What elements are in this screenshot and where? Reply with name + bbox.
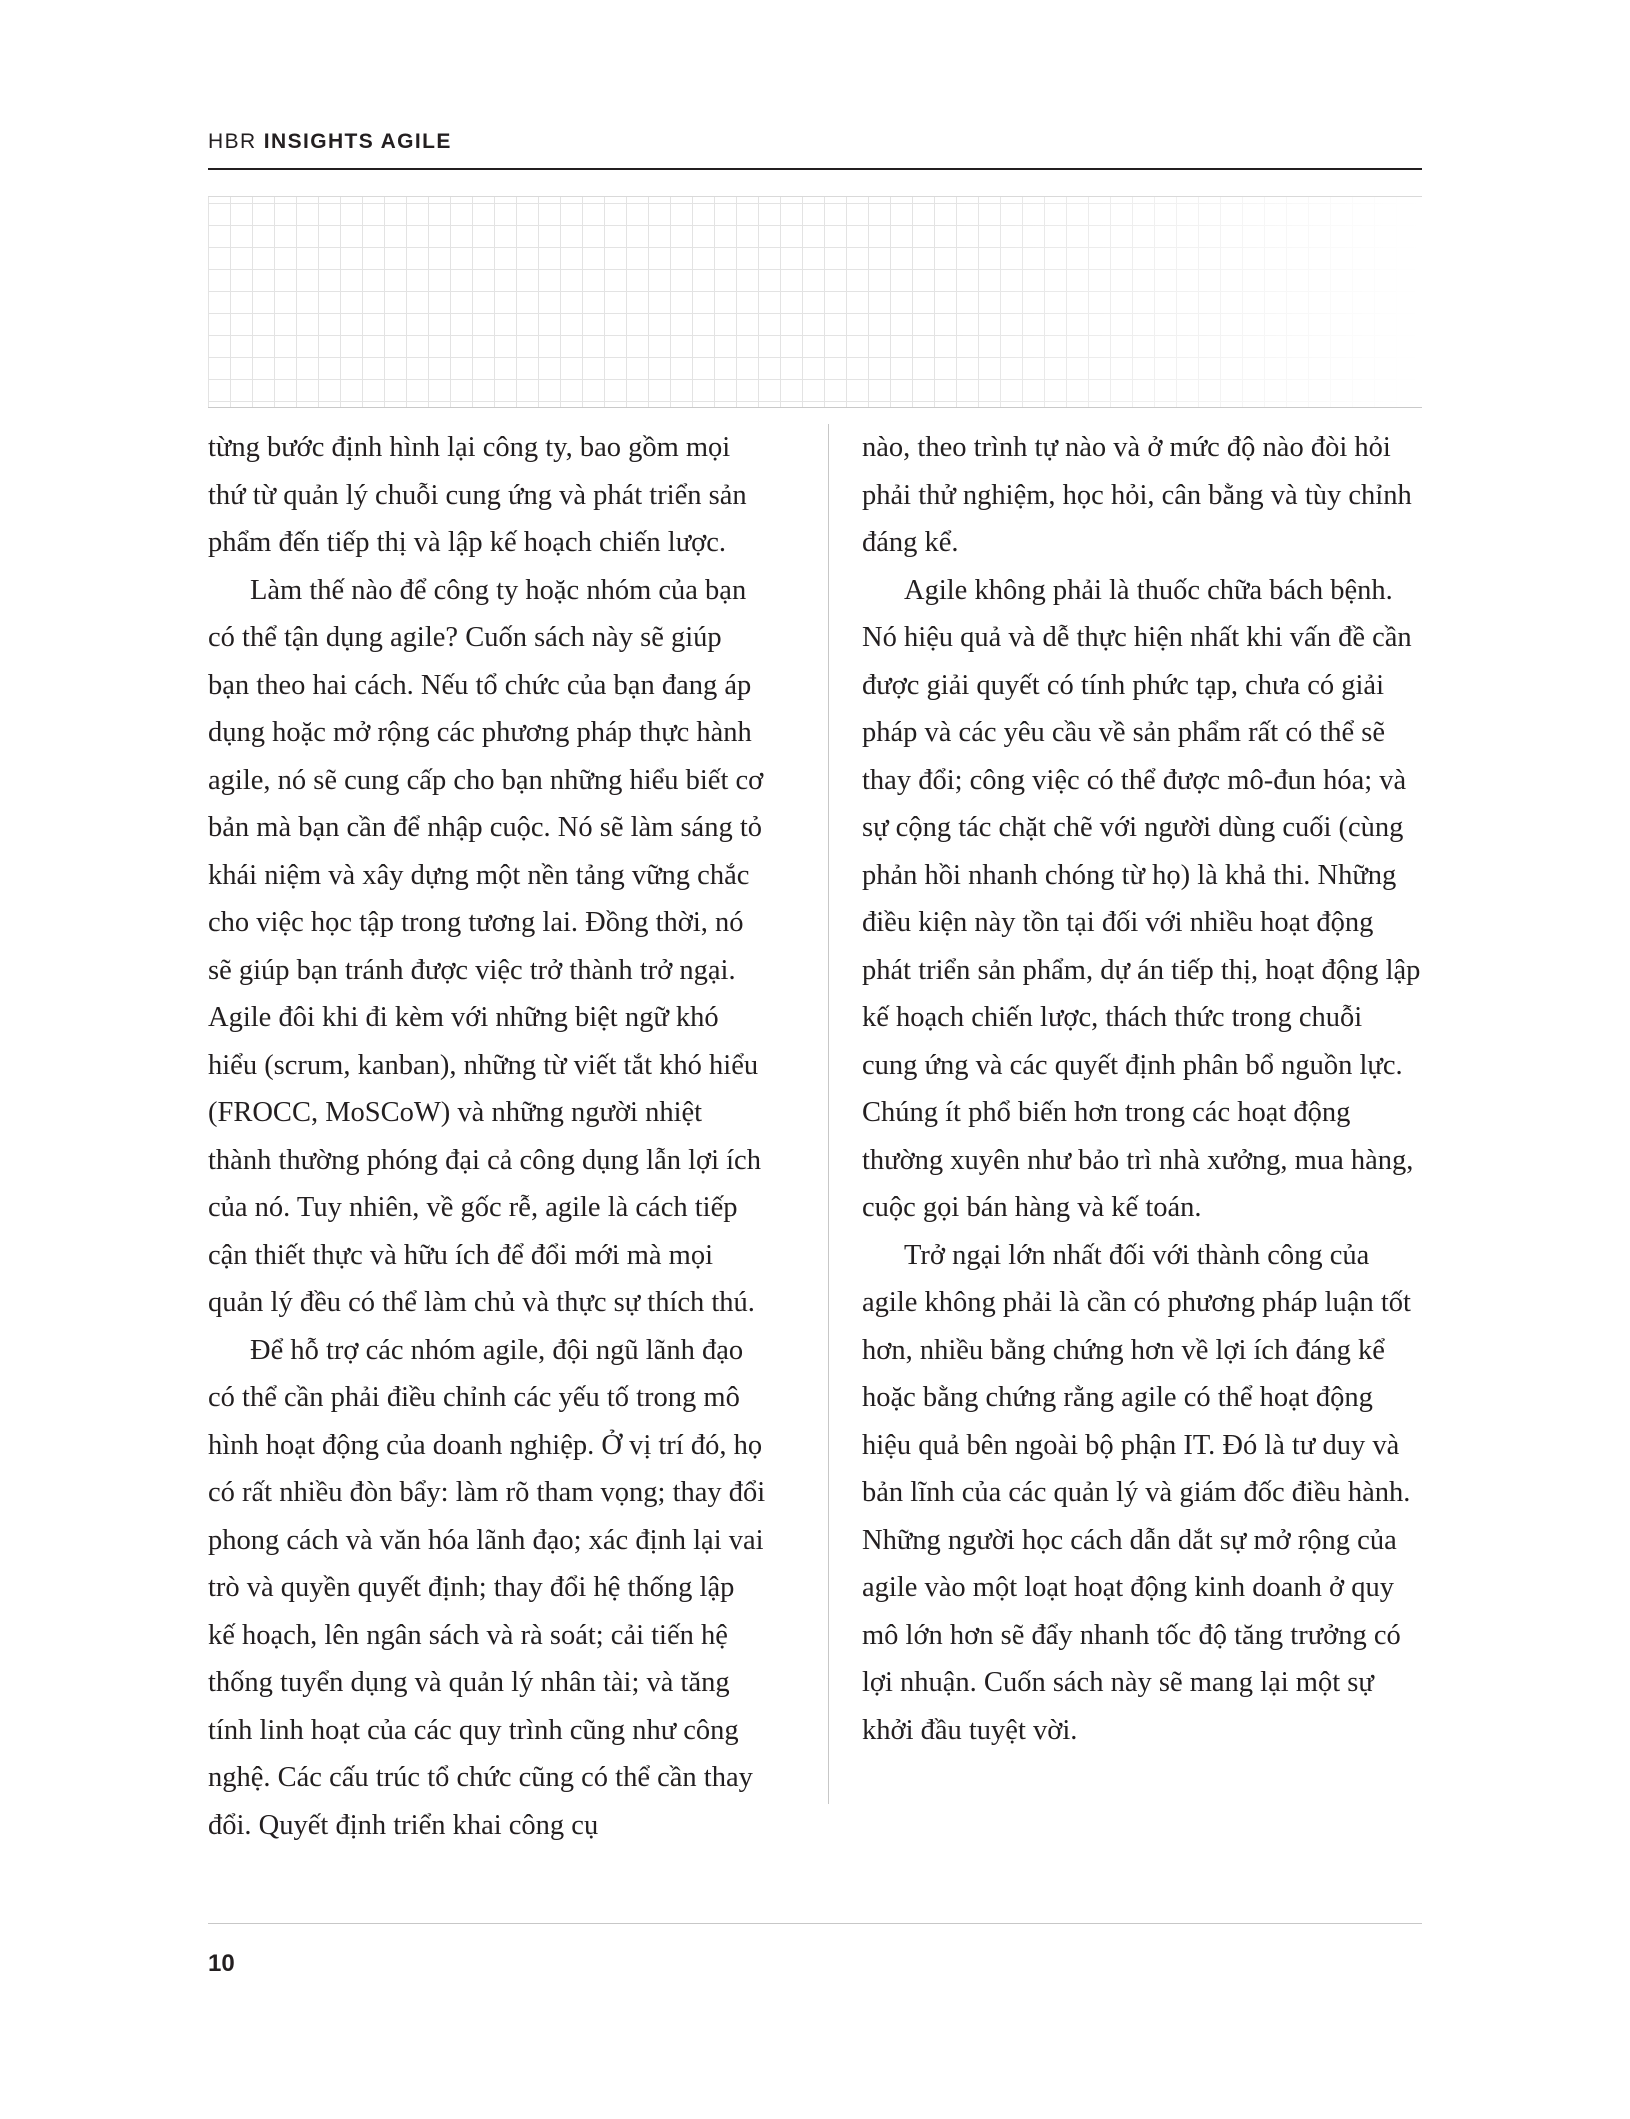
running-head-title: INSIGHTS AGILE bbox=[263, 130, 452, 153]
running-head-prefix: HBR bbox=[208, 130, 264, 153]
left-column bbox=[208, 424, 768, 1849]
paragraph: Làm thế nào để công ty hoặc nhóm của bạn có thể tận dụng agile? Cuốn sách này sẽ giúp bạn theo hai cách. Nếu tổ chức của bạn đang áp dụng hoặc mở rộng các phương pháp thực hành agile, nó sẽ cung cấp cho bạn những hiểu biết cơ bản mà bạn cần để nhập cuộc. Nó sẽ làm sáng tỏ khái niệm và xây dựng một nền tảng vững chắc cho việc học tập trong tương lai. Đồng thời, nó sẽ giúp bạn tránh được việc trở thành trở ngại. Agile đôi khi đi kèm với những biệt ngữ khó hiểu (scrum, kanban), những từ viết tắt khó hiểu (FROCC, MoSCoW) và những người nhiệt thành thường phóng đại cả công dụng lẫn lợi ích của nó. Tuy nhiên, về gốc rễ, agile là cách tiếp cận thiết thực và hữu ích để đổi mới mà mọi quản lý đều có thể làm chủ và thực sự thích thú. bbox=[208, 574, 764, 1318]
paragraph: Agile không phải là thuốc chữa bách bệnh. Nó hiệu quả và dễ thực hiện nhất khi vấn đề cần được giải quyết có tính phức tạp, chưa có giải pháp và các yêu cầu về sản phẩm rất có thể sẽ thay đổi; công việc có thể được mô-đun hóa; và sự cộng tác chặt chẽ với người dùng cuối (cùng phản hồi nhanh chóng từ họ) là khả thi. Những điều kiện này tồn tại đối với nhiều hoạt động phát triển sản phẩm, dự án tiếp thị, hoạt động lập kế hoạch chiến lược, thách thức trong chuỗi cung ứng và các quyết định phân bổ nguồn lực. Chúng ít phổ biến hơn trong các hoạt động thường xuyên như bảo trì nhà xưởng, mua hàng, cuộc gọi bán hàng và kế toán. bbox=[862, 574, 1421, 1223]
paragraph: nào, theo trình tự nào và ở mức độ nào đòi hỏi phải thử nghiệm, học hỏi, cân bằng và tùy chỉnh đáng kể. bbox=[862, 432, 1412, 558]
right-column bbox=[862, 424, 1422, 1754]
header-rule bbox=[208, 168, 1422, 170]
column-divider bbox=[828, 424, 829, 1804]
page-number: 10 bbox=[208, 1950, 235, 1977]
two-column-body bbox=[208, 424, 1422, 1841]
footer-rule bbox=[208, 1923, 1422, 1924]
running-head bbox=[208, 130, 1422, 154]
paragraph: từng bước định hình lại công ty, bao gồm mọi thứ từ quản lý chuỗi cung ứng và phát triển sản phẩm đến tiếp thị và lập kế hoạch chiến lược. bbox=[208, 432, 747, 558]
paragraph: Để hỗ trợ các nhóm agile, đội ngũ lãnh đạo có thể cần phải điều chỉnh các yếu tố trong mô hình hoạt động của doanh nghiệp. Ở vị trí đó, họ có rất nhiều đòn bẩy: làm rõ tham vọng; thay đổi phong cách và văn hóa lãnh đạo; xác định lại vai trò và quyền quyết định; thay đổi hệ thống lập kế hoạch, lên ngân sách và rà soát; cải tiến hệ thống tuyển dụng và quản lý nhân tài; và tăng tính linh hoạt của các quy trình cũng như công nghệ. Các cấu trúc tổ chức cũng có thể cần thay đổi. Quyết định triển khai công cụ bbox=[208, 1334, 766, 1841]
paragraph: Trở ngại lớn nhất đối với thành công của agile không phải là cần có phương pháp luận tốt hơn, nhiều bằng chứng hơn về lợi ích đáng kể hoặc bằng chứng rằng agile có thể hoạt động hiệu quả bên ngoài bộ phận IT. Đó là tư duy và bản lĩnh của các quản lý và giám đốc điều hành. Những người học cách dẫn dắt sự mở rộng của agile vào một loạt hoạt động kinh doanh ở quy mô lớn hơn sẽ đẩy nhanh tốc độ tăng trưởng có lợi nhuận. Cuốn sách này sẽ mang lại một sự khởi đầu tuyệt vời. bbox=[862, 1239, 1411, 1746]
grid-graphic bbox=[208, 196, 1422, 408]
